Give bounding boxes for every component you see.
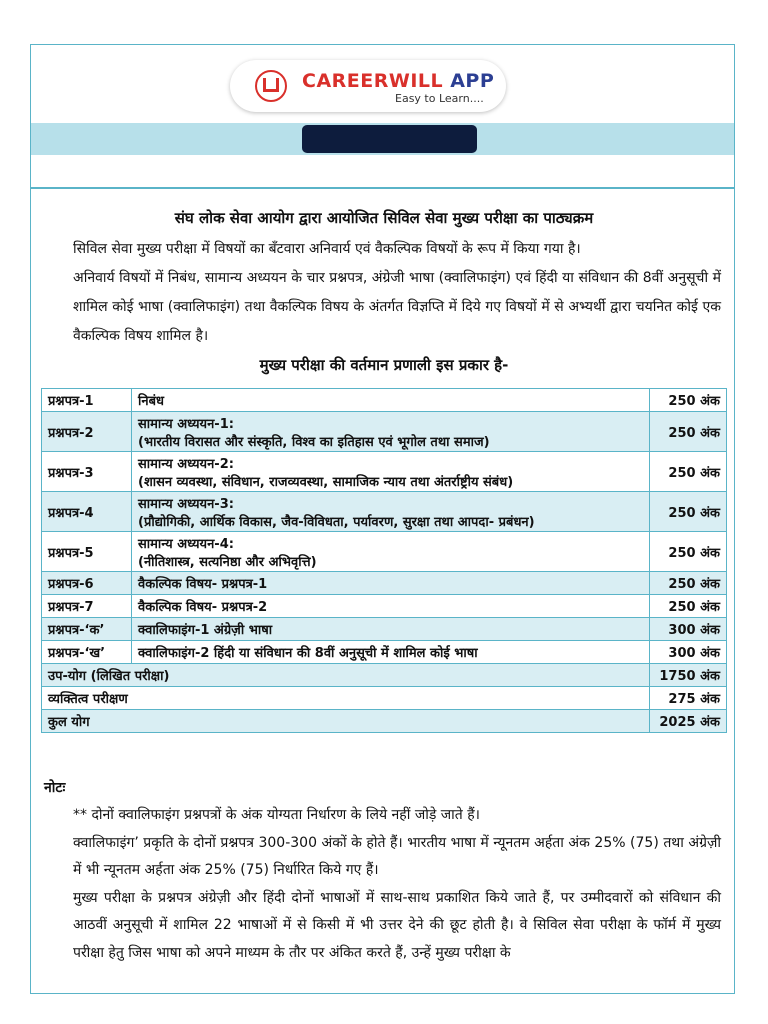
subject-cell — [132, 618, 650, 641]
personality-test-row — [42, 687, 727, 710]
note-paragraph: ** दोनों क्वालिफाइंग प्रश्नपत्रों के अंक योग्यता निर्धारण के लिये नहीं जोड़े जाते हैं। — [73, 807, 480, 823]
table-row — [42, 389, 727, 412]
subject-line: निबंध — [138, 394, 165, 409]
header-badge — [302, 125, 477, 153]
paper-cell: प्रश्नपत्र-‘ख’ — [42, 641, 132, 664]
intro-paragraph-1: सिविल सेवा मुख्य परीक्षा में विषयों का बँटवारा अनिवार्य एवं वैकल्पिक विषयों के रूप में किया गया है। — [73, 241, 581, 257]
table-row — [42, 492, 727, 532]
table-row — [42, 595, 727, 618]
marks-cell: 250 अंक — [650, 412, 727, 452]
careerwill-logo — [230, 60, 506, 112]
subject-detail: (शासन व्यवस्था, संविधान, राजव्यवस्था, सामाजिक न्याय तथा अंतर्राष्ट्रीय संबंध) — [138, 474, 514, 490]
paper-cell: प्रश्नपत्र-4 — [42, 492, 132, 532]
subject-cell — [132, 412, 650, 452]
total-marks: 1750 अंक — [650, 664, 727, 687]
total-label: उप-योग (लिखित परीक्षा) — [42, 664, 650, 687]
subject-cell — [132, 389, 650, 412]
note-paragraph: मुख्य परीक्षा के प्रश्नपत्र अंग्रेज़ी और हिंदी दोनों भाषाओं में साथ-साथ प्रकाशित किये जाते हैं, पर उम्मीदवारों को संविधान की आठवीं अनुसूची में शामिल 22 भाषाओं में से किसी में भी उत्तर देने की छूट होती है। वे सिविल सेवा परीक्षा के फॉर्म में मुख्य परीक्षा हेतु जिस भाषा को अपने माध्यम के तौर पर अंकित करते हैं, उन्हें मुख्य परीक्षा के — [73, 889, 721, 961]
total-marks: 2025 अंक — [650, 710, 727, 733]
marks-cell: 250 अंक — [650, 532, 727, 572]
note-label: नोटः — [44, 780, 66, 796]
header-divider — [31, 187, 734, 189]
subject-cell — [132, 572, 650, 595]
logo-name-part2: APP — [443, 70, 495, 92]
exam-scheme-table — [41, 388, 727, 733]
grand-total-row — [42, 710, 727, 733]
total-label: कुल योग — [42, 710, 650, 733]
subject-cell — [132, 452, 650, 492]
subject-detail: (भारतीय विरासत और संस्कृति, विश्व का इतिहास एवं भूगोल तथा समाज) — [138, 434, 490, 450]
logo-name — [302, 70, 494, 92]
subject-cell — [132, 492, 650, 532]
careerwill-logo-icon — [255, 70, 287, 102]
marks-cell: 300 अंक — [650, 641, 727, 664]
intro-paragraph-2: अनिवार्य विषयों में निबंध, सामान्य अध्ययन के चार प्रश्नपत्र, अंग्रेजी भाषा (क्वालिफाइंग) एवं हिंदी या संविधान की 8वीं अनुसूची में शामिल कोई भाषा (क्वालिफाइंग) तथा वैकल्पिक विषय के अंतर्गत विज्ञप्ति में दिये गए विषयों में से अभ्यर्थी द्वारा चयनित कोई एक वैकल्पिक विषय शामिल है। — [73, 270, 721, 344]
marks-cell: 250 अंक — [650, 595, 727, 618]
table-row — [42, 618, 727, 641]
total-marks: 275 अंक — [650, 687, 727, 710]
paper-cell: प्रश्नपत्र-3 — [42, 452, 132, 492]
subject-line: क्वालिफाइंग-2 हिंदी या संविधान की 8वीं अनुसूची में शामिल कोई भाषा — [138, 646, 478, 661]
table-title: मुख्य परीक्षा की वर्तमान प्रणाली इस प्रकार है- — [259, 356, 509, 374]
subject-line: सामान्य अध्ययन-4: — [138, 536, 234, 552]
paper-cell: प्रश्नपत्र-‘क’ — [42, 618, 132, 641]
paper-cell: प्रश्नपत्र-2 — [42, 412, 132, 452]
subject-cell — [132, 641, 650, 664]
marks-cell: 300 अंक — [650, 618, 727, 641]
subject-line: सामान्य अध्ययन-1: — [138, 416, 234, 432]
paper-cell: प्रश्नपत्र-1 — [42, 389, 132, 412]
table-row — [42, 452, 727, 492]
table-row — [42, 572, 727, 595]
logo-name-part1: CAREERWILL — [302, 70, 444, 92]
marks-cell: 250 अंक — [650, 572, 727, 595]
paper-cell: प्रश्नपत्र-6 — [42, 572, 132, 595]
table-row — [42, 641, 727, 664]
subject-line: सामान्य अध्ययन-3: — [138, 496, 234, 512]
subject-cell — [132, 532, 650, 572]
notes-section — [73, 802, 721, 967]
note-paragraph: क्वालिफाइंग’ प्रकृति के दोनों प्रश्नपत्र 300-300 अंकों के होते हैं। भारतीय भाषा में न्यूनतम अर्हता अंक 25% (75) तथा अंग्रेज़ी में भी न्यूनतम अर्हता अंक 25% (75) निर्धारित किये गए हैं। — [73, 834, 721, 878]
total-label: व्यक्तित्व परीक्षण — [42, 687, 650, 710]
paper-cell: प्रश्नपत्र-7 — [42, 595, 132, 618]
page-title: संघ लोक सेवा आयोग द्वारा आयोजित सिविल सेवा मुख्य परीक्षा का पाठ्यक्रम — [174, 209, 594, 227]
subject-line: सामान्य अध्ययन-2: — [138, 456, 234, 472]
marks-cell: 250 अंक — [650, 389, 727, 412]
logo-tagline: Easy to Learn.... — [395, 92, 484, 105]
table-row — [42, 532, 727, 572]
table-row — [42, 412, 727, 452]
subject-cell — [132, 595, 650, 618]
marks-cell: 250 अंक — [650, 492, 727, 532]
subject-detail: (नीतिशास्त्र, सत्यनिष्ठा और अभिवृत्ति) — [138, 554, 317, 570]
subtotal-row — [42, 664, 727, 687]
subject-line: क्वालिफाइंग-1 अंग्रेज़ी भाषा — [138, 623, 273, 638]
marks-cell: 250 अंक — [650, 452, 727, 492]
paper-cell: प्रश्नपत्र-5 — [42, 532, 132, 572]
subject-line: वैकल्पिक विषय- प्रश्नपत्र-1 — [138, 577, 268, 592]
subject-detail: (प्रौद्योगिकी, आर्थिक विकास, जैव-विविधता, पर्यावरण, सुरक्षा तथा आपदा- प्रबंधन) — [138, 514, 535, 530]
subject-line: वैकल्पिक विषय- प्रश्नपत्र-2 — [138, 600, 268, 615]
